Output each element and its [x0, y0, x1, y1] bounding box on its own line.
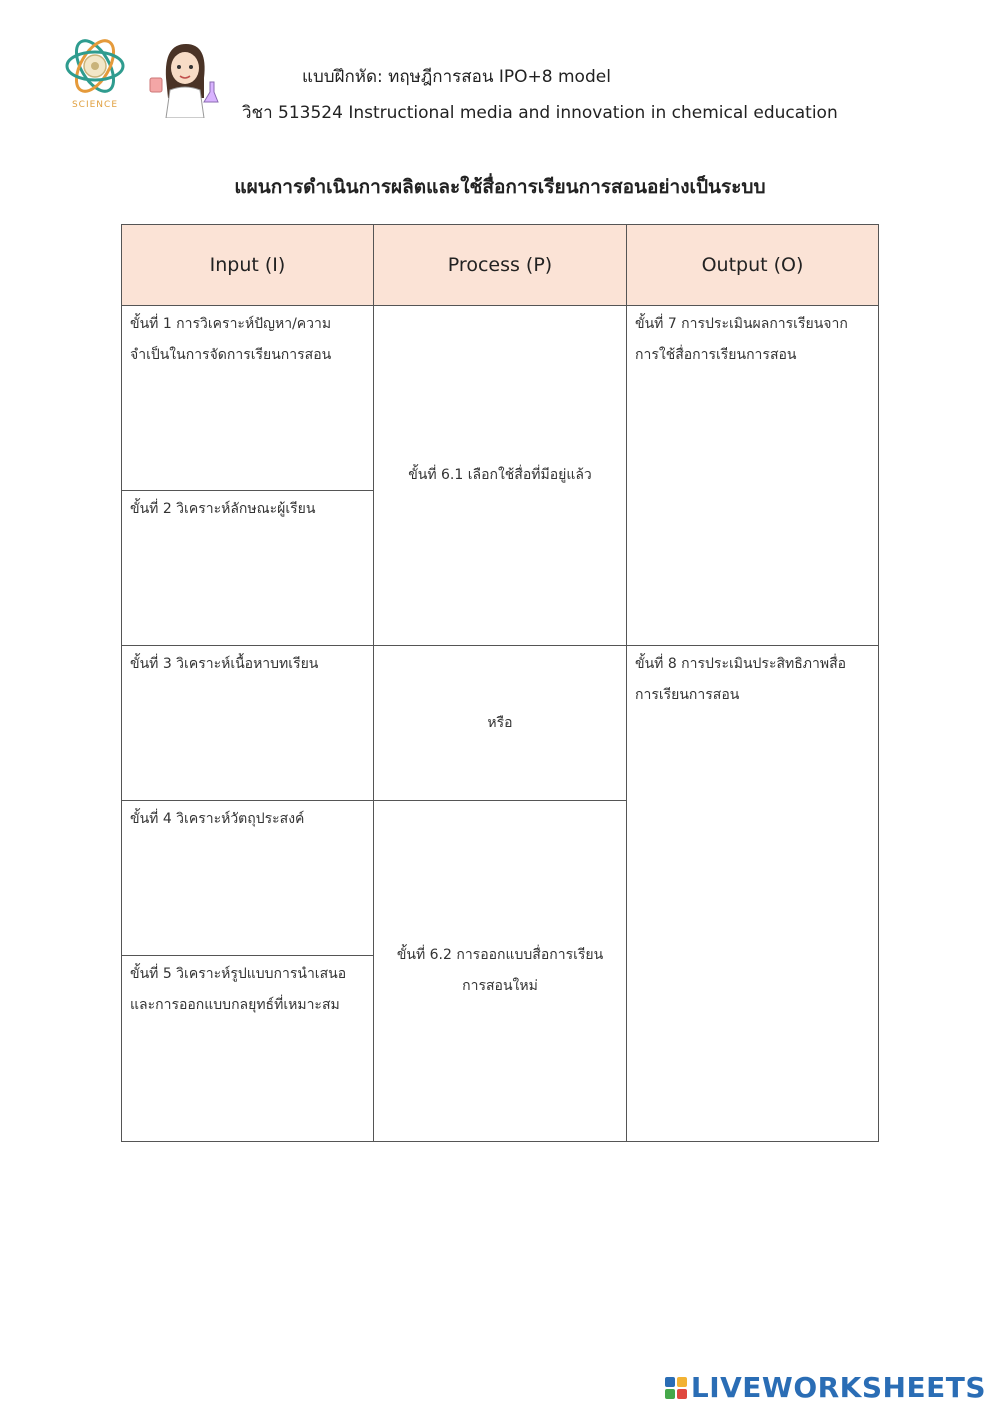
- process-step-6-2-cell: [373, 800, 627, 1142]
- liveworksheets-brand[interactable]: [665, 1371, 986, 1404]
- input-step-4-cell: [121, 800, 374, 956]
- output-step-8-line-2: การเรียนการสอน: [635, 687, 740, 703]
- liveworksheets-logo-icon: [665, 1377, 687, 1399]
- input-step-3-cell: [121, 645, 374, 801]
- input-step-4-text: ขั้นที่ 4 วิเคราะห์วัตถุประสงค์: [130, 811, 305, 827]
- page-title: แผนการดำเนินการผลิตและใช้สื่อการเรียนการสอนอย่างเป็นระบบ: [234, 176, 766, 198]
- output-step-7-line-1: ขั้นที่ 7 การประเมินผลการเรียนจาก: [635, 316, 848, 332]
- worksheet-subtitle: แบบฝึกหัด: ทฤษฎีการสอน IPO+8 model: [302, 67, 611, 87]
- input-step-2-cell: [121, 490, 374, 646]
- input-step-3-text: ขั้นที่ 3 วิเคราะห์เนื้อหาบทเรียน: [130, 656, 319, 672]
- input-step-1-line-2: จำเป็นในการจัดการเรียนการสอน: [130, 347, 332, 363]
- input-step-2-text: ขั้นที่ 2 วิเคราะห์ลักษณะผู้เรียน: [130, 501, 316, 517]
- process-step-6-1-text: ขั้นที่ 6.1 เลือกใช้สื่อที่มีอยู่แล้ว: [408, 467, 592, 483]
- course-name: วิชา 513524 Instructional media and innovation in chemical education: [242, 103, 838, 123]
- input-step-5-cell: [121, 955, 374, 1142]
- brand-text: LIVEWORKSHEETS: [690, 1371, 986, 1404]
- input-step-5-line-2: และการออกแบบกลยุทธ์ที่เหมาะสม: [130, 997, 340, 1013]
- header-process: Process (P): [373, 224, 627, 306]
- scientist-girl-illustration-icon: [146, 38, 224, 118]
- logo-text: SCIENCE: [71, 100, 119, 110]
- input-step-1-cell: [121, 305, 374, 491]
- process-step-6-2-line-1: ขั้นที่ 6.2 การออกแบบสื่อการเรียน: [396, 947, 604, 963]
- header-input: Input (I): [121, 224, 374, 306]
- input-step-5-line-1: ขั้นที่ 5 วิเคราะห์รูปแบบการนำเสนอ: [130, 966, 347, 982]
- output-step-7-line-2: การใช้สื่อการเรียนการสอน: [635, 347, 797, 363]
- header-output: Output (O): [626, 224, 879, 306]
- process-or-text: หรือ: [487, 714, 513, 731]
- ipo-table: [121, 224, 879, 1142]
- output-step-8-line-1: ขั้นที่ 8 การประเมินประสิทธิภาพสื่อ: [635, 656, 847, 672]
- output-step-7-cell: [626, 305, 879, 646]
- input-step-1-line-1: ขั้นที่ 1 การวิเคราะห์ปัญหา/ความ: [130, 316, 332, 332]
- process-step-6-2-line-2: การสอนใหม่: [462, 978, 538, 994]
- process-step-6-1-cell: [373, 305, 627, 646]
- process-or-cell: [373, 645, 627, 801]
- output-step-8-cell: [626, 645, 879, 1142]
